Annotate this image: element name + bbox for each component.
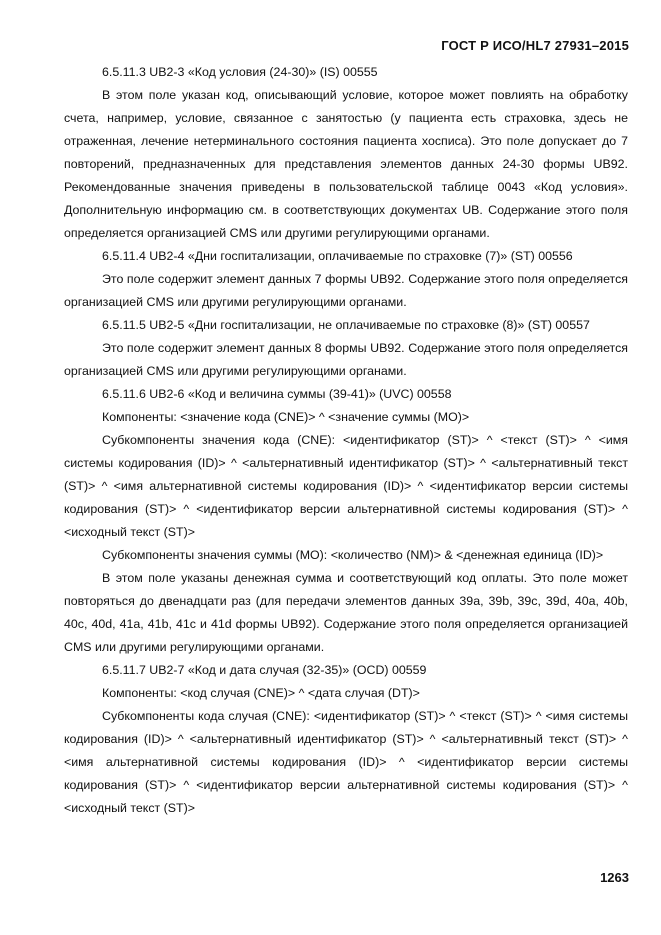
paragraph-ub2-3-description: В этом поле указан код, описывающий условие, которое может повлиять на обработку счета, например, условие, связанное с занятостью (у пациента есть страховка, здесь не отраженная, лечение нетерминального состояния пациента хосписа). Это поле допускает до 7 повторений, предназначенных для представления элементов данных 24-30 формы UB92. Рекомендованные значения приведены в пользовательской таблице 0043 «Код условия». Дополнительную информацию см. в соответствующих документах UB. Содержание этого поля определяется организацией CMS или другими регулирующими органами. — [64, 88, 628, 240]
paragraph-ub2-4-description: Это поле содержит элемент данных 7 формы UB92. Содержание этого поля определяется организацией CMS или другими регулирующими органами. — [64, 272, 628, 309]
section-heading-ub2-6: 6.5.11.6 UB2-6 «Код и величина суммы (39-41)» (UVC) 00558 — [102, 387, 452, 401]
paragraph-ub2-6-components: Компоненты: <значение кода (CNE)> ^ <значение суммы (MO)> — [102, 410, 470, 424]
section-heading-ub2-7: 6.5.11.7 UB2-7 «Код и дата случая (32-35)» (OCD) 00559 — [102, 663, 427, 677]
section-heading-ub2-3: 6.5.11.3 UB2-3 «Код условия (24-30)» (IS) 00555 — [102, 65, 378, 79]
section-heading-ub2-4: 6.5.11.4 UB2-4 «Дни госпитализации, оплачиваемые по страховке (7)» (ST) 00556 — [102, 249, 573, 263]
paragraph-ub2-6-code-subcomponents: Субкомпоненты значения кода (CNE): <идентификатор (ST)> ^ <текст (ST)> ^ <имя системы кодирования (ID)> ^ <альтернативный идентификатор (ST)> ^ <альтернативный текст (ST)> ^ <имя альтернативной системы кодирования (ID)> ^ <идентификатор версии системы кодирования (ST)> ^ <идентификатор версии альтернативной системы кодирования (ST)> ^ <исходный текст (ST)> — [64, 433, 628, 539]
page-number: 1263 — [600, 870, 629, 885]
document-body — [64, 61, 628, 820]
paragraph-ub2-5-description: Это поле содержит элемент данных 8 формы UB92. Содержание этого поля определяется организацией CMS или другими регулирующими органами. — [64, 341, 628, 378]
paragraph-ub2-7-components: Компоненты: <код случая (CNE)> ^ <дата случая (DT)> — [102, 686, 420, 700]
section-heading-ub2-5: 6.5.11.5 UB2-5 «Дни госпитализации, не оплачиваемые по страховке (8)» (ST) 00557 — [102, 318, 590, 332]
document-header: ГОСТ Р ИСО/HL7 27931–2015 — [441, 38, 629, 53]
paragraph-ub2-6-amount-subcomponents: Субкомпоненты значения суммы (MO): <количество (NM)> & <денежная единица (ID)> — [102, 548, 604, 562]
paragraph-ub2-7-code-subcomponents: Субкомпоненты кода случая (CNE): <идентификатор (ST)> ^ <текст (ST)> ^ <имя системы кодирования (ID)> ^ <альтернативный идентификатор (ST)> ^ <альтернативный текст (ST)> ^ <имя альтернативной системы кодирования (ID)> ^ <идентификатор версии системы кодирования (ST)> ^ <идентификатор версии альтернативной системы кодирования (ST)> ^ <исходный текст (ST)> — [64, 709, 628, 815]
paragraph-ub2-6-description: В этом поле указаны денежная сумма и соответствующий код оплаты. Это поле может повторяться до двенадцати раз (для передачи элементов данных 39a, 39b, 39c, 39d, 40a, 40b, 40c, 40d, 41a, 41b, 41c и 41d формы UB92). Содержание этого поля определяется организацией CMS или другими регулирующими органами. — [64, 571, 628, 654]
